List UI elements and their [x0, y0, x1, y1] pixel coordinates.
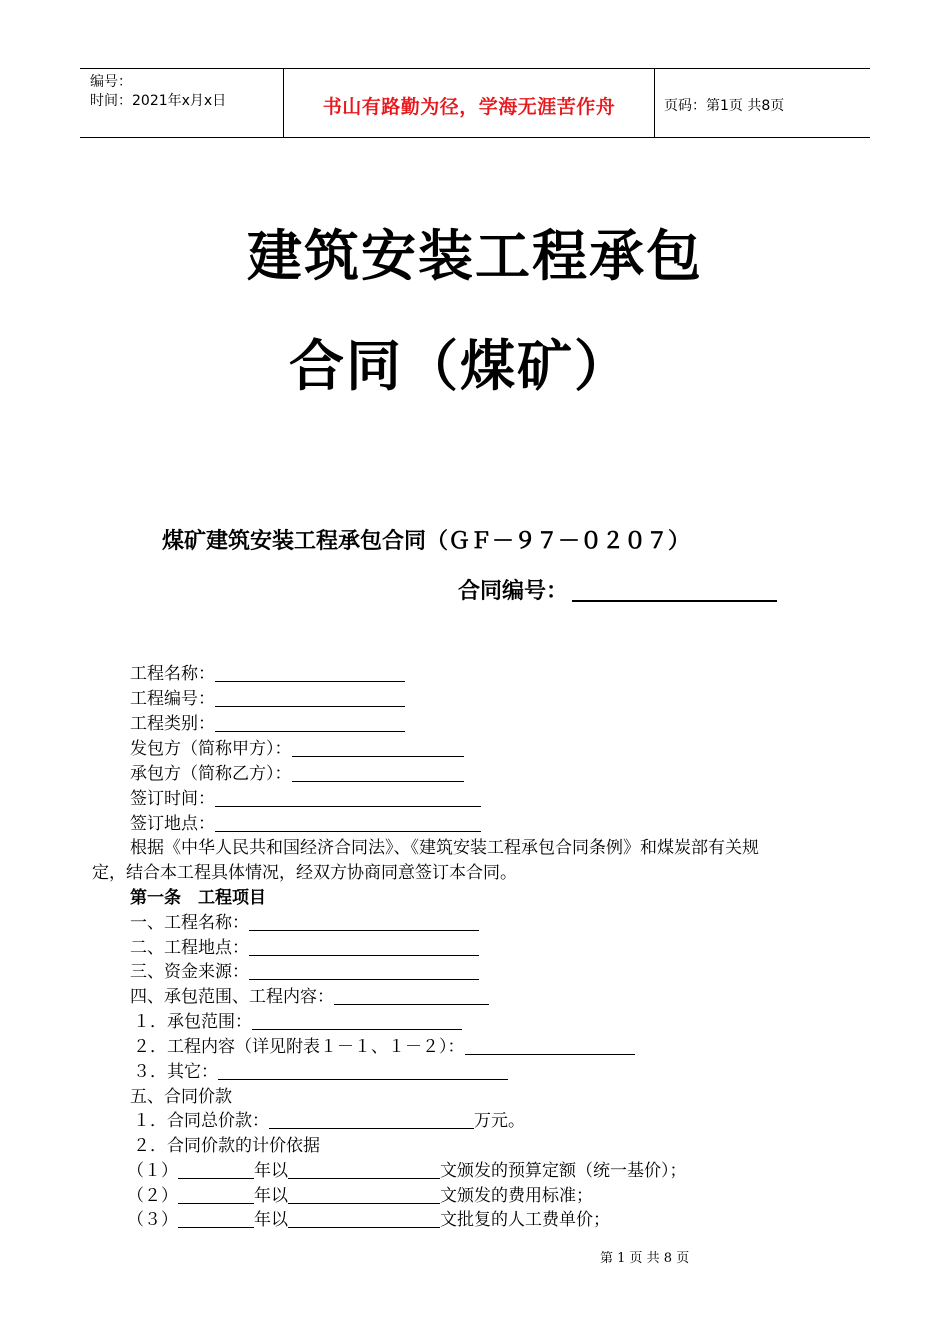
- item-label: 文批复的人工费单价；: [440, 1210, 610, 1230]
- item-contract-price: 五、合同价款: [130, 1087, 232, 1107]
- contract-number-blank[interactable]: [572, 578, 777, 602]
- item-project-name: [130, 911, 479, 935]
- sub-scope: [133, 1010, 462, 1034]
- header-page-info: [664, 71, 870, 139]
- field-sign-place: [130, 812, 481, 836]
- main-title-line2: 合同（煤矿）: [288, 334, 631, 398]
- blank-line[interactable]: [178, 1209, 254, 1228]
- blank-line[interactable]: [178, 1160, 254, 1179]
- page-footer: 第 1 页 共 8 页: [600, 1251, 690, 1266]
- field-party-a: [130, 737, 464, 761]
- item-label: １．合同总价款：: [133, 1111, 269, 1131]
- sub-content: [133, 1035, 635, 1059]
- item-project-site: [130, 936, 479, 960]
- field-label: 工程类别：: [130, 714, 215, 734]
- basis-item-3: [127, 1208, 610, 1232]
- field-project-category: [130, 712, 405, 736]
- field-project-name: [130, 662, 405, 686]
- item-label: 三、资金来源：: [130, 962, 249, 982]
- header-motto-cell: [283, 69, 655, 137]
- blank-line[interactable]: [288, 1185, 440, 1204]
- main-title-line1: 建筑安装工程承包: [246, 224, 703, 288]
- item-label: ２．工程内容（详见附表１－１、１－２）：: [133, 1037, 465, 1057]
- item-label: 二、工程地点：: [130, 938, 249, 958]
- blank-line[interactable]: [292, 738, 464, 757]
- sub-other: [133, 1060, 508, 1084]
- item-label: 年以: [254, 1161, 288, 1181]
- field-party-b: [130, 762, 464, 786]
- item-label: 年以: [254, 1186, 288, 1206]
- item-label: 文颁发的费用标准；: [440, 1186, 593, 1206]
- blank-line[interactable]: [249, 937, 479, 956]
- contract-number: [458, 574, 777, 605]
- header-meta: [90, 73, 280, 111]
- article1-heading: 第一条 工程项目: [130, 888, 266, 908]
- basis-item-1: [127, 1159, 687, 1183]
- item-label: 一、工程名称：: [130, 913, 249, 933]
- field-label: 工程编号：: [130, 689, 215, 709]
- page-info: 页码：第1页 共8页: [664, 98, 785, 114]
- field-project-number: [130, 687, 405, 711]
- item-label: （３）: [127, 1210, 178, 1230]
- blank-line[interactable]: [178, 1185, 254, 1204]
- field-label: 工程名称：: [130, 664, 215, 684]
- item-label: 年以: [254, 1210, 288, 1230]
- item-scope: [130, 985, 489, 1009]
- sub-total-price: [133, 1109, 525, 1133]
- item-label: 四、承包范围、工程内容：: [130, 987, 334, 1007]
- sub-pricing-basis: ２．合同价款的计价依据: [133, 1136, 320, 1156]
- blank-line[interactable]: [269, 1110, 474, 1129]
- page-header: [80, 68, 870, 138]
- number-label: 编号：: [90, 74, 132, 90]
- unit-label: 万元。: [474, 1111, 525, 1131]
- contract-number-label: 合同编号：: [458, 579, 569, 604]
- field-label: 签订时间：: [130, 789, 215, 809]
- blank-line[interactable]: [215, 688, 405, 707]
- blank-line[interactable]: [215, 813, 481, 832]
- blank-line[interactable]: [288, 1160, 440, 1179]
- blank-line[interactable]: [292, 763, 464, 782]
- blank-line[interactable]: [465, 1036, 635, 1055]
- item-label: 文颁发的预算定额（统一基价）；: [440, 1161, 687, 1181]
- blank-line[interactable]: [288, 1209, 440, 1228]
- field-sign-time: [130, 787, 481, 811]
- blank-line[interactable]: [218, 1061, 508, 1080]
- item-label: （２）: [127, 1186, 178, 1206]
- basis-item-2: [127, 1184, 593, 1208]
- blank-line[interactable]: [215, 788, 481, 807]
- header-motto: 书山有路勤为径，学海无涯苦作舟: [322, 95, 616, 118]
- blank-line[interactable]: [215, 663, 405, 682]
- item-label: ３．其它：: [133, 1062, 218, 1082]
- contract-subtitle: 煤矿建筑安装工程承包合同（ＧＦ－９７－０２０７）: [162, 529, 691, 554]
- item-label: （１）: [127, 1161, 178, 1181]
- blank-line[interactable]: [252, 1011, 462, 1030]
- preamble-line2: 定，结合本工程具体情况，经双方协商同意签订本合同。: [92, 863, 517, 883]
- blank-line[interactable]: [334, 986, 489, 1005]
- item-funding-source: [130, 960, 479, 984]
- field-label: 签订地点：: [130, 814, 215, 834]
- blank-line[interactable]: [249, 961, 479, 980]
- blank-line[interactable]: [249, 912, 479, 931]
- field-label: 承包方（简称乙方）：: [130, 764, 292, 784]
- field-label: 发包方（简称甲方）：: [130, 739, 292, 759]
- item-label: １．承包范围：: [133, 1012, 252, 1032]
- preamble-line1: 根据《中华人民共和国经济合同法》、《建筑安装工程承包合同条例》和煤炭部有关规: [130, 838, 759, 858]
- blank-line[interactable]: [215, 713, 405, 732]
- time-label: 时间：2021年x月x日: [90, 93, 227, 109]
